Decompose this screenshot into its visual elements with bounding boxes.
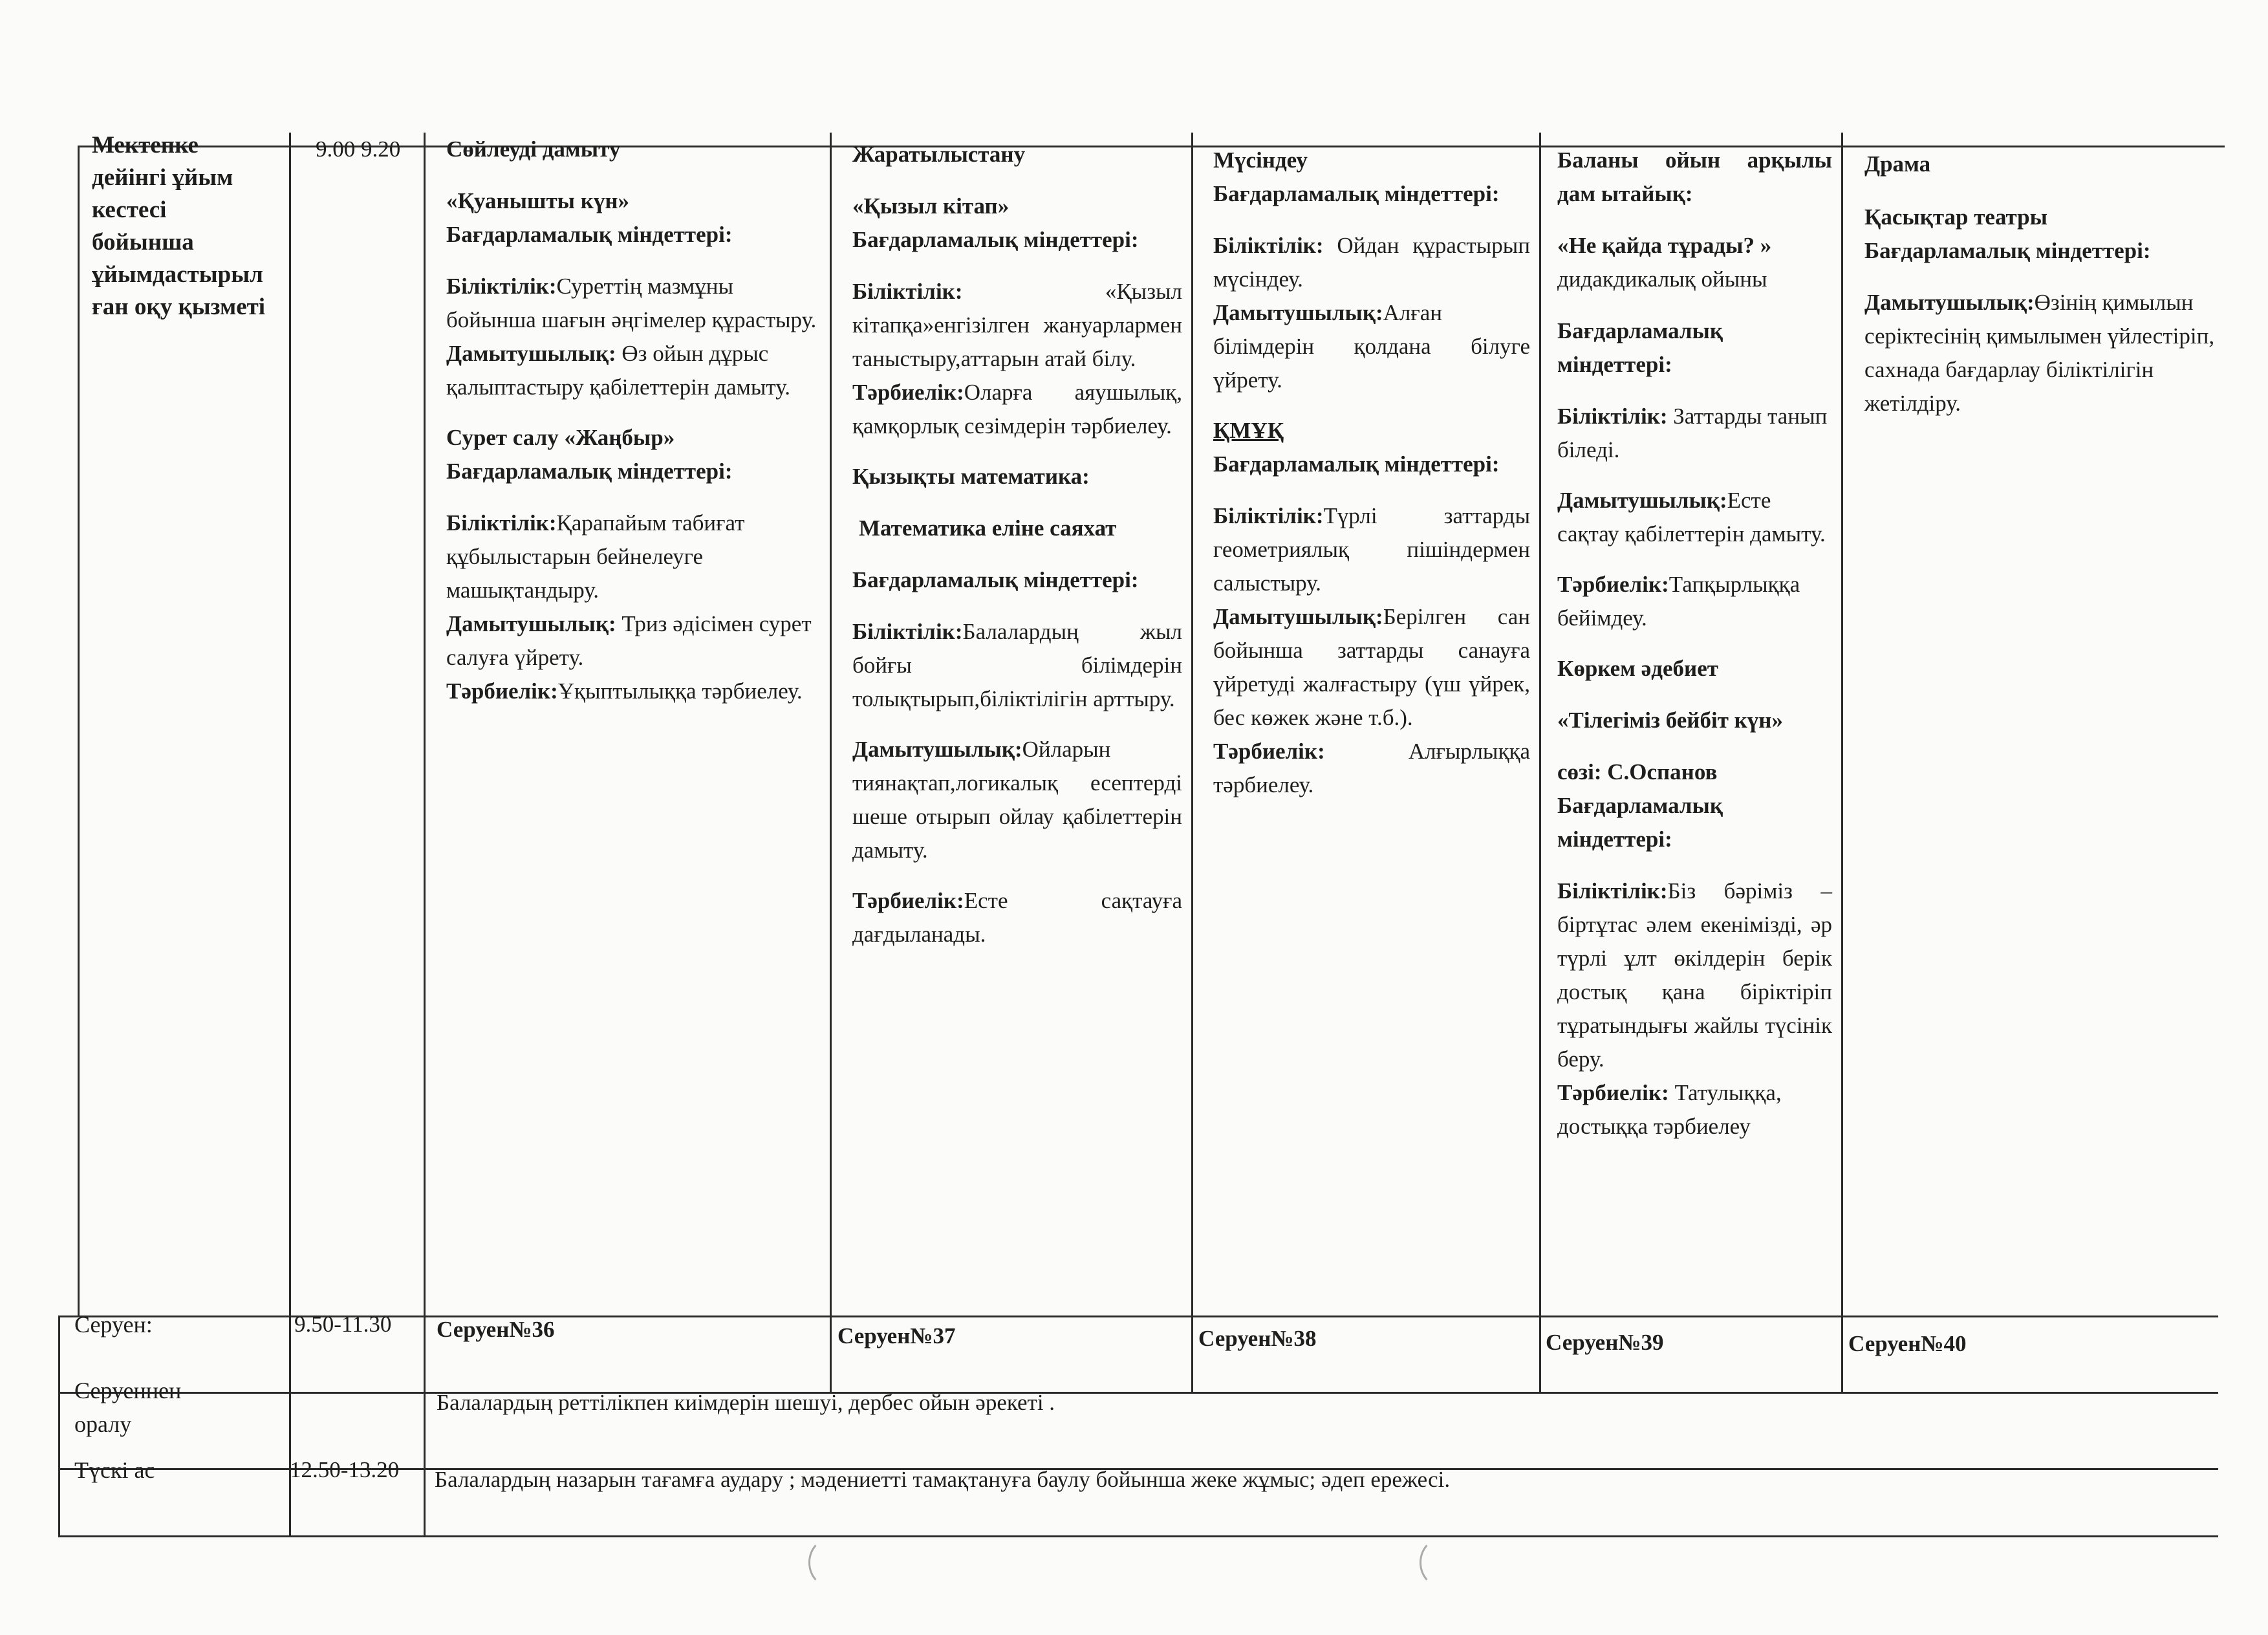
tue-topic-2: Математика еліне саяхат xyxy=(859,515,1117,541)
walk-tue: Серуен№37 xyxy=(837,1323,956,1348)
thu-program-1: Бағдарламалық міндеттері: xyxy=(1557,318,1723,377)
wed-heading-sculpt: Мүсіндеу xyxy=(1213,147,1308,173)
walk-row-label: Серуен: xyxy=(74,1312,153,1337)
walk-mon: Серуен№36 xyxy=(437,1317,555,1342)
thu-dev-1: Дамытушылық:Есте сақтау қабілеттерін дамыту. xyxy=(1557,488,1826,547)
fri-heading-drama: Драма xyxy=(1864,151,1931,177)
walk-thu: Серуен№39 xyxy=(1546,1330,1664,1355)
mon-topic-1: «Қуанышты күн» xyxy=(446,188,630,213)
mon-program-1: Бағдарламалық міндеттері: xyxy=(446,222,733,247)
col-divider-wed xyxy=(1539,133,1541,1392)
lunch-text: Балалардың назарын тағамға аудару ; мәдениетті тамақтануға баулу бойынша жеке жұмыс; әдеп ережесі. xyxy=(435,1467,1451,1492)
col-tue-content xyxy=(852,138,1182,951)
wed-heading-fem: ҚМҰҚ xyxy=(1213,418,1284,443)
fri-program: Бағдарламалық міндеттері: xyxy=(1864,238,2151,263)
mon-program-2: Бағдарламалық міндеттері: xyxy=(446,459,733,484)
tue-program-1: Бағдарламалық міндеттері: xyxy=(852,227,1139,252)
mon-dev-1: Дамытушылық: Өз ойын дұрыс қалыптастыру қабілеттерін дамыту. xyxy=(446,341,790,400)
study-row-label: Мектепке дейінгі ұйым кестесі бойынша ұйымдастырыл ған оқу қызметі xyxy=(92,132,266,320)
tue-heading-math: Қызықты математика: xyxy=(852,464,1090,489)
table-left-border-bottom xyxy=(58,1316,60,1535)
mon-dev-2: Дамытушылық: Триз әдісімен сурет салуға үйрету. xyxy=(446,611,812,670)
col-divider-label xyxy=(289,133,291,1535)
tue-skill-1: Біліктілік: «Қызыл кітапқа»енгізілген жануарлармен таныстыру,аттарын атай білу. xyxy=(852,279,1182,371)
col-mon-content xyxy=(446,133,818,708)
wed-dev-1: Дамытушылық:Алған білімдерін қолдана білуге үйрету. xyxy=(1213,300,1530,393)
lunch-time: 12.50-13.20 xyxy=(290,1457,400,1482)
thu-edu-1: Тәрбиелік:Тапқырлыққа бейімдеу. xyxy=(1557,572,1800,631)
thu-skill-1: Біліктілік: Заттарды танып біледі. xyxy=(1557,404,1828,462)
col-divider-time xyxy=(424,133,426,1535)
wed-program-2: Бағдарламалық міндеттері: xyxy=(1213,451,1500,477)
tue-skill-2: Біліктілік:Балалардың жыл бойғы білімдерін толықтырып,біліктілігін арттыру. xyxy=(852,619,1182,711)
tue-topic-1: «Қызыл кітап» xyxy=(852,193,1010,219)
binder-hole-mark-right xyxy=(1420,1538,1462,1587)
lunch-row-label: Түскі ас xyxy=(74,1457,155,1483)
mon-heading-drawing: Сурет салу «Жаңбыр» xyxy=(446,425,675,450)
return-row-label: Серуеннен оралу xyxy=(74,1378,182,1437)
mon-edu-2: Тәрбиелік:Ұқыптылыққа тәрбиелеу. xyxy=(446,678,803,704)
table-bottom-border xyxy=(58,1535,2218,1537)
thu-author: сөзі: С.Оспанов xyxy=(1557,759,1718,785)
thu-program-2: Бағдарламалық міндеттері: xyxy=(1557,793,1723,852)
mon-skill-1: Біліктілік:Суреттің мазмұны бойынша шағын әңгімелер құрастыру. xyxy=(446,274,817,332)
fri-heading-theatre: Қасықтар театры xyxy=(1864,204,2047,230)
thu-skill-2: Біліктілік:Біз бәріміз – біртұтас әлем екенімізді, әр түрлі ұлт өкілдерін берік достық қана біріктіріп тұратындығы жайлы түсінік беру. xyxy=(1557,878,1832,1072)
tue-edu-2: Тәрбиелік:Есте сақтауға дағдыланады. xyxy=(852,888,1182,947)
wed-program-1: Бағдарламалық міндеттері: xyxy=(1213,181,1500,206)
tue-dev-2: Дамытушылық:Ойларын тиянақтап,логикалық есептерді шеше отырып ойлау қабілеттерін дамыту. xyxy=(852,737,1182,863)
col-fri-content xyxy=(1864,147,2217,420)
wed-skill-2: Біліктілік:Түрлі заттарды геометриялық пішіндермен салыстыру. xyxy=(1213,503,1530,596)
walk-fri: Серуен№40 xyxy=(1848,1331,1967,1356)
col-wed-content xyxy=(1213,144,1530,802)
col-divider-mon xyxy=(830,133,832,1392)
study-time: 9.00 9.20 xyxy=(316,136,401,162)
thu-edu-2: Тәрбиелік: Татулыққа, достыққа тәрбиелеу xyxy=(1557,1080,1782,1139)
fri-dev: Дамытушылық:Өзінің қимылын серіктесінің қимылымен үйлестіріп, сахнада бағдарлау біліктілігін жетілдіру. xyxy=(1864,290,2215,416)
mon-skill-2: Біліктілік:Қарапайым табиғат құбылыстарын бейнелеуге машықтандыру. xyxy=(446,510,745,603)
tue-edu-1: Тәрбиелік:Оларға аяушылық, қамқорлық сезімдерін тәрбиелеу. xyxy=(852,380,1182,439)
walk-wed: Серуен№38 xyxy=(1198,1326,1317,1351)
table-left-border-top xyxy=(78,146,80,1316)
binder-hole-mark-left xyxy=(808,1538,851,1587)
tue-program-2: Бағдарламалық міндеттері: xyxy=(852,567,1139,592)
col-thu-content xyxy=(1557,144,1832,1143)
mon-heading-speech: Сөйлеуді дамыту xyxy=(446,136,621,162)
col-divider-thu xyxy=(1841,133,1843,1392)
thu-topic-1-sub: дидакдикалық ойыны xyxy=(1557,266,1767,292)
wed-dev-2: Дамытушылық:Берілген сан бойынша заттарды санауға үйретуді жалғастыру (үш үйрек, бес көжек және т.б.). xyxy=(1213,604,1530,730)
thu-heading-game: Баланы ойын арқылы дам ытайық: xyxy=(1557,147,1832,206)
thu-heading-lit: Көркем әдебиет xyxy=(1557,656,1718,681)
walk-time: 9.50-11.30 xyxy=(294,1312,392,1337)
thu-topic-2: «Тілегіміз бейбіт күн» xyxy=(1557,708,1783,733)
wed-edu-2: Тәрбиелік: Алғырлыққа тәрбиелеу. xyxy=(1213,739,1530,797)
col-divider-tue xyxy=(1191,133,1193,1392)
tue-heading-nature: Жаратылыстану xyxy=(852,142,1026,167)
thu-topic-1: «Не қайда тұрады? » xyxy=(1557,233,1772,258)
return-text: Балалардың реттілікпен киімдерін шешуі, дербес ойын әрекеті . xyxy=(437,1390,1055,1415)
wed-skill-1: Біліктілік: Ойдан құрастырып мүсіндеу. xyxy=(1213,233,1530,292)
